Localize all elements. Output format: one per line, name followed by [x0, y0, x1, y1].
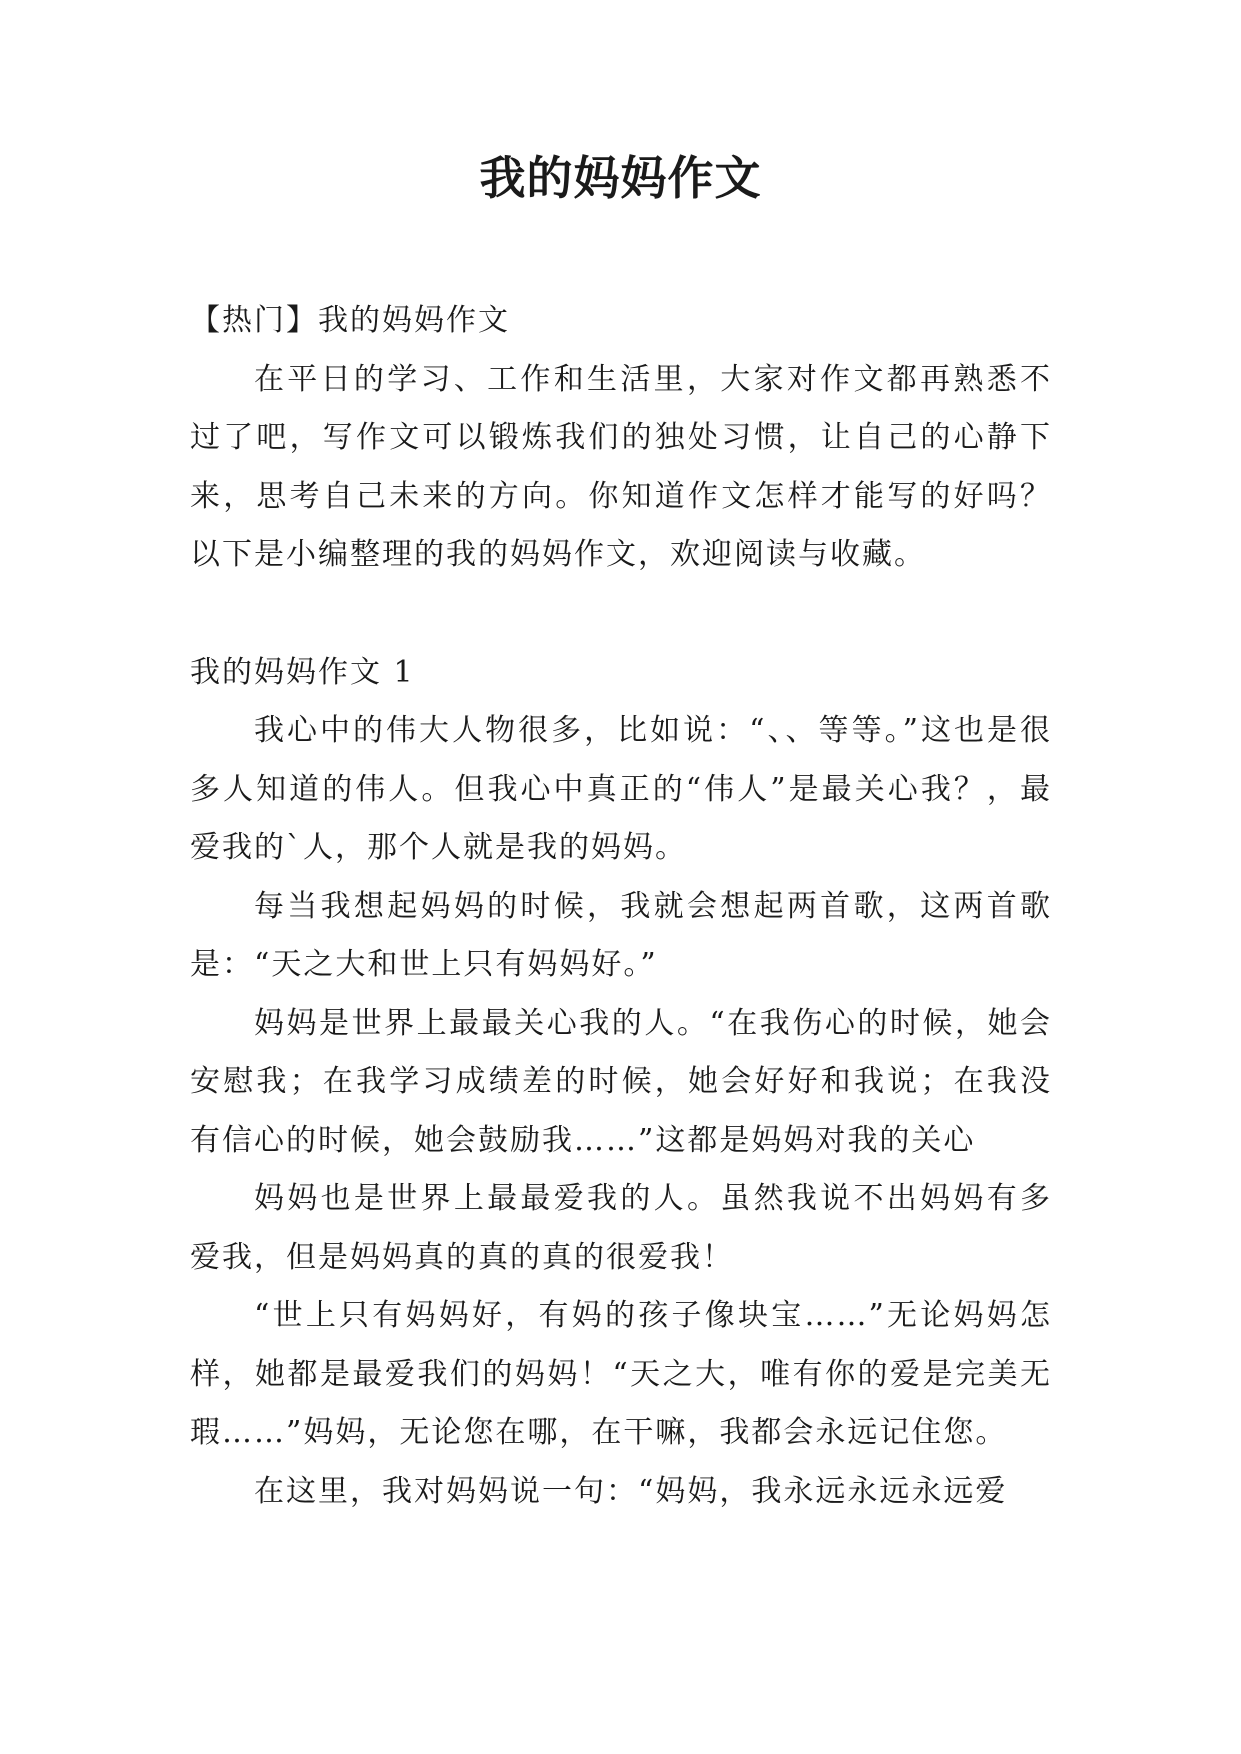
section-spacer — [190, 585, 1052, 644]
section-heading: 我的妈妈作文 1 — [190, 654, 415, 690]
body-paragraph: 妈妈也是世界上最最爱我的人。虽然我说不出妈妈有多爱我，但是妈妈真的真的真的很爱我！ — [190, 1181, 1052, 1275]
document-body — [190, 292, 1052, 1521]
body-paragraph: 妈妈是世界上最最关心我的人。“在我伤心的时候，她会安慰我；在我学习成绩差的时候，她会好好和我说；在我没有信心的时候，她会鼓励我……”这都是妈妈对我的关心 — [190, 1005, 1052, 1158]
body-paragraph: 我心中的伟大人物很多，比如说：“、、等等。”这也是很多人知道的伟人。但我心中真正的“伟人”是最关心我？，最爱我的`人，那个人就是我的妈妈。 — [190, 713, 1052, 865]
document-title: 我的妈妈作文 — [479, 151, 762, 205]
header-line: 【热门】我的妈妈作文 — [190, 303, 510, 338]
body-paragraph: 每当我想起妈妈的时候，我就会想起两首歌，这两首歌是：“天之大和世上只有妈妈好。” — [190, 888, 1052, 982]
intro-paragraph: 在平日的学习、工作和生活里，大家对作文都再熟悉不过了吧，写作文可以锻炼我们的独处习惯，让自己的心静下来，思考自己未来的方向。你知道作文怎样才能写的好吗？以下是小编整理的我的妈妈作文，欢迎阅读与收藏。 — [190, 361, 1052, 572]
body-paragraph: 在这里，我对妈妈说一句：“妈妈，我永远永远永远爱 — [254, 1473, 1008, 1509]
body-paragraph: “世上只有妈妈好，有妈的孩子像块宝……”无论妈妈怎样，她都是最爱我们的妈妈！“天之大，唯有你的爱是完美无瑕……”妈妈，无论您在哪，在干嘛，我都会永远记住您。 — [190, 1298, 1052, 1450]
